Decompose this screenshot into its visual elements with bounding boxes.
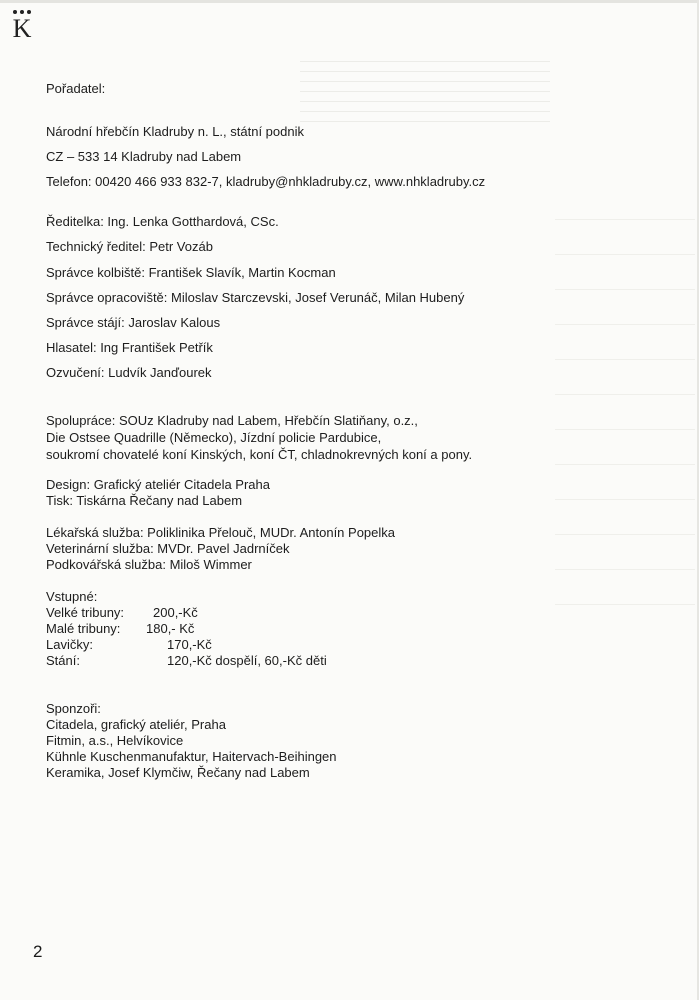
admission-label: Lavičky: xyxy=(46,637,93,652)
admission-value: 180,- Kč xyxy=(146,621,195,636)
organizer-address: CZ – 533 14 Kladruby nad Labem xyxy=(46,149,242,164)
page-number: 2 xyxy=(33,942,43,961)
admission-label: Velké tribuny: xyxy=(46,605,125,620)
admission-value: 170,-Kč xyxy=(167,637,212,652)
sponsors-heading: Sponzoři: xyxy=(46,701,101,716)
service-line: Lékařská služba: Poliklinika Přelouč, MUDr. Antonín Popelka xyxy=(46,525,396,540)
service-line: Podkovářská služba: Miloš Wimmer xyxy=(46,557,252,572)
admission-label: Malé tribuny: xyxy=(46,621,121,636)
credit-line: Design: Grafický ateliér Citadela Praha xyxy=(46,477,270,492)
staff-line: Ředitelka: Ing. Lenka Gotthardová, CSc. xyxy=(46,214,279,229)
organizer-heading: Pořadatel: xyxy=(46,81,106,96)
sponsor-item: Kühnle Kuschenmanufaktur, Haitervach-Beihingen xyxy=(46,749,337,764)
cooperation-line: Spolupráce: SOUz Kladruby nad Labem, Hřebčín Slatiňany, o.z., xyxy=(46,413,418,428)
staff-line: Ozvučení: Ludvík Janďourek xyxy=(46,365,212,380)
credit-line: Tisk: Tiskárna Řečany nad Labem xyxy=(46,493,243,508)
cooperation-line: soukromí chovatelé koní Kinských, koní ČT, chladnokrevných koní a pony. xyxy=(46,447,473,462)
kladruby-logo xyxy=(11,10,37,54)
admission-value: 120,-Kč dospělí, 60,-Kč děti xyxy=(167,653,327,668)
sponsor-item: Citadela, grafický ateliér, Praha xyxy=(46,717,226,732)
show-through-strip xyxy=(300,52,550,122)
staff-line: Technický ředitel: Petr Vozáb xyxy=(46,239,213,254)
service-line: Veterinární služba: MVDr. Pavel Jadrníček xyxy=(46,541,290,556)
logo-letter: K xyxy=(12,14,32,43)
staff-line: Správce stájí: Jaroslav Kalous xyxy=(46,315,221,330)
cooperation-line: Die Ostsee Quadrille (Německo), Jízdní policie Pardubice, xyxy=(46,430,382,445)
sponsor-item: Fitmin, a.s., Helvíkovice xyxy=(46,733,184,748)
staff-line: Správce opracoviště: Miloslav Starczevski, Josef Verunáč, Milan Hubený xyxy=(46,290,465,305)
admission-value: 200,-Kč xyxy=(153,605,198,620)
staff-line: Hlasatel: Ing František Petřík xyxy=(46,340,213,355)
organizer-name: Národní hřebčín Kladruby n. L., státní podnik xyxy=(46,124,304,139)
organizer-contact: Telefon: 00420 466 933 832-7, kladruby@nhkladruby.cz, www.nhkladruby.cz xyxy=(46,174,486,189)
page-edge-top xyxy=(0,0,699,3)
admission-label: Stání: xyxy=(46,653,80,668)
staff-line: Správce kolbiště: František Slavík, Martin Kocman xyxy=(46,265,336,280)
show-through-strip xyxy=(555,185,695,605)
admission-heading: Vstupné: xyxy=(46,589,98,604)
sponsor-item: Keramika, Josef Klymčiw, Řečany nad Labem xyxy=(46,765,310,780)
